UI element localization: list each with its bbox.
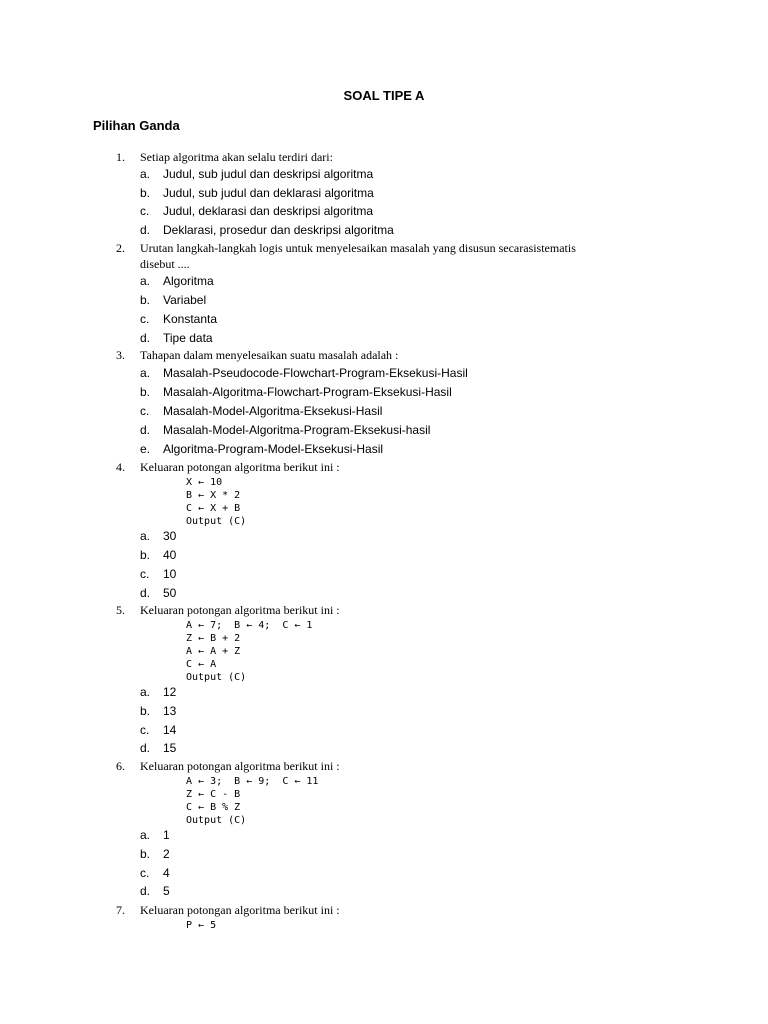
question-text: Tahapan dalam menyelesaikan suatu masalah adalah : (140, 348, 399, 362)
question-text: Keluaran potongan algoritma berikut ini : (140, 603, 340, 617)
code-line: Output (C) (186, 516, 247, 527)
code-line: P ← 5 (186, 920, 217, 931)
question-text-continued: disebut .... (140, 257, 190, 271)
code-line: C ← A (186, 659, 217, 670)
code-line: C ← B % Z (186, 802, 241, 813)
code-line: Output (C) (186, 672, 247, 683)
question-text: Keluaran potongan algoritma berikut ini : (140, 759, 340, 773)
code-line: Output (C) (186, 815, 247, 826)
question-number: 6. (116, 759, 125, 773)
document-title: SOAL TIPE A (343, 88, 425, 103)
section-heading: Pilihan Ganda (93, 118, 180, 133)
question-number: 2. (116, 241, 125, 255)
code-line: A ← 7; B ← 4; C ← 1 (186, 620, 313, 631)
code-line: A ← 3; B ← 9; C ← 11 (186, 776, 319, 787)
question-text: Urutan langkah-langkah logis untuk menyelesaikan masalah yang disusun secarasistematis (140, 241, 576, 255)
question-text: Keluaran potongan algoritma berikut ini : (140, 903, 340, 917)
question-number: 1. (116, 150, 125, 164)
question-number: 3. (116, 348, 125, 362)
question-text: Keluaran potongan algoritma berikut ini : (140, 460, 340, 474)
code-line: A ← A + Z (186, 646, 241, 657)
code-line: Z ← B + 2 (186, 633, 241, 644)
code-line: X ← 10 (186, 477, 223, 488)
question-number: 4. (116, 460, 125, 474)
code-line: Z ← C - B (186, 789, 241, 800)
question-number: 7. (116, 903, 125, 917)
question-text: Setiap algoritma akan selalu terdiri dari: (140, 150, 333, 164)
code-line: B ← X * 2 (186, 490, 241, 501)
code-line: C ← X + B (186, 503, 241, 514)
document-page: SOAL TIPE A Pilihan Ganda 1. Setiap algoritma akan selalu terdiri dari: a. Judul, sub judul dan deskripsi algoritma b. Judul, sub judul dan deklarasi algoritma c. Judul, deklarasi dan deskripsi algoritma d. Deklarasi, prosedur dan deskripsi algoritma 2. Urutan langkah-langkah logis untuk menyelesaikan masalah yang disusun secarasistematis disebut .... a. Algoritma b. Variabel c. Konstanta d. Tipe data 3. Tahapan dalam menyelesaikan suatu masalah adalah : a. Masalah-Pseudocode-Flowchart-Program-Eksekusi-Hasil b. Masalah-Algoritma-Flowchart-Program-Eksekusi-Hasil c. Masalah-Model-Algoritma-Eksekusi-Hasil d. Masalah-Model-Algoritma-Program-Eksekusi-hasil e. Algoritma-Program-Model-Eksekusi-Hasil 4. Keluaran potongan algoritma berikut ini : X ← 10 B ← X * 2 C ← X + B Output (C) a. 30 b. 40 c. 10 d. 50 5. Keluaran potongan algoritma berikut ini : A ← 7; B ← 4; C ← 1 Z ← B + 2 A ← A + Z C ← A Output (C) a. 12 b. 13 c. 14 d. 15 6. Keluaran potongan algoritma berikut ini : A ← 3; B ← 9; C ← 11 Z ← C - B C ← B % Z Output (C) a. 1 b. 2 c. 4 d. 5 7. Keluaran potongan algoritma berikut ini : P ← 5 (0, 0, 768, 1024)
question-number: 5. (116, 603, 125, 617)
